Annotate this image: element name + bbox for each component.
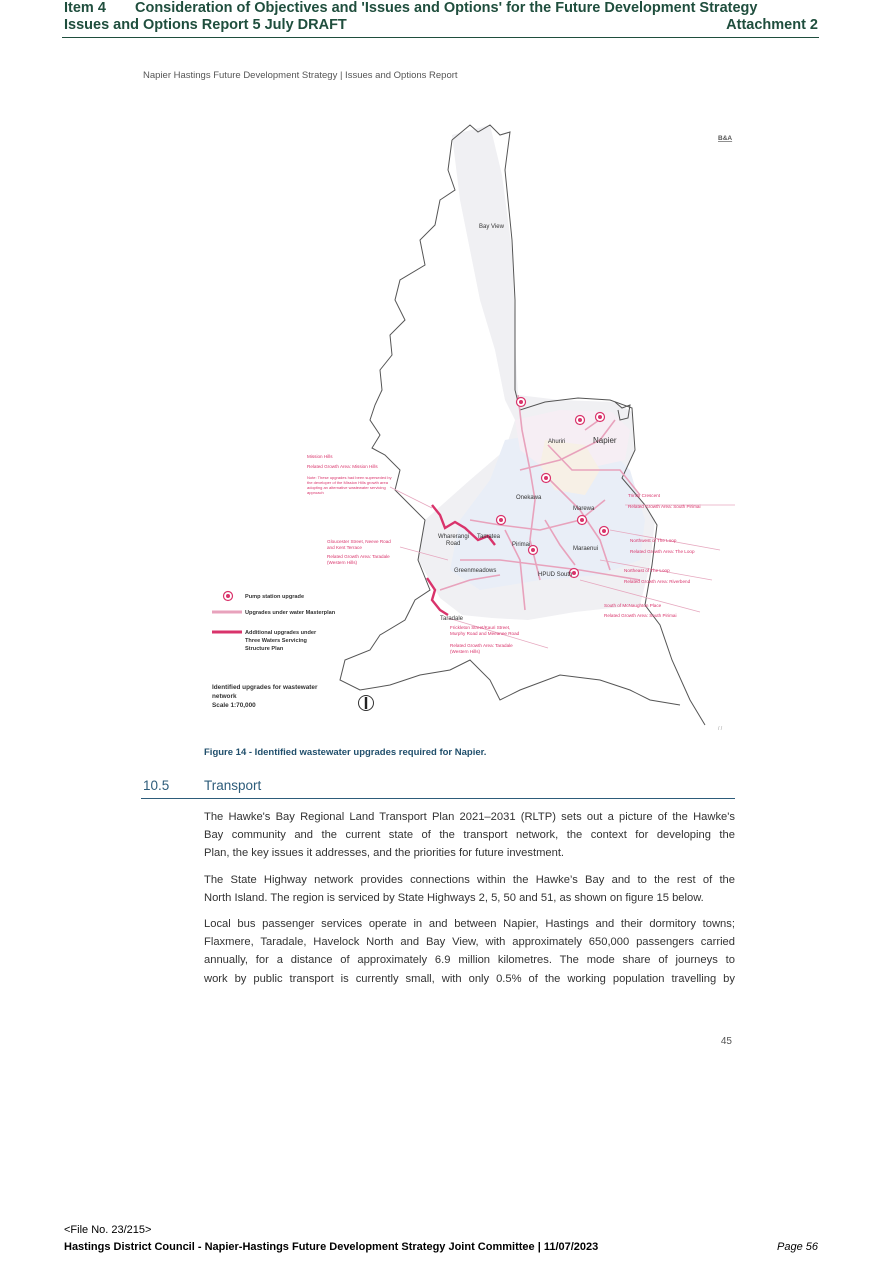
annotation-frickleton: Murphy Road and Meeanee Road	[450, 631, 520, 636]
legend-additional: Structure Plan	[245, 646, 284, 652]
annotation-ne-loop-area: Related Growth Area: Riverbend	[624, 579, 691, 584]
legend-pump-station: Pump station upgrade	[245, 594, 305, 600]
place-label-ahuriri: Ahuriri	[548, 439, 566, 445]
legend-additional: Additional upgrades under	[245, 630, 317, 636]
place-label-maraenui: Maraenui	[573, 546, 599, 552]
annotation-frickleton-area: Related Growth Area: Taradale	[450, 643, 513, 648]
pump-station-marker	[596, 413, 605, 422]
report-page-number: 45	[720, 1036, 732, 1047]
annotation-mcnaughton-area: Related Growth Area: South Pirimai	[604, 613, 677, 618]
annotation-mission-hills-area: Related Growth Area: Mission Hills	[307, 464, 378, 469]
annotation-trinity: Trinity Crescent	[628, 493, 660, 498]
place-label-greenmeadows: Greenmeadows	[454, 568, 497, 574]
place-label-taradale: Taradale	[440, 616, 464, 622]
annotation-mission-note: Note: These upgrades had been superseded by	[307, 475, 392, 480]
running-head: Napier Hastings Future Development Strategy | Issues and Options Report	[143, 70, 458, 81]
annotation-mission-note: adopting an alternative wastewater servicing	[307, 485, 386, 490]
annotation-ne-loop: Northeast of The Loop	[624, 568, 670, 573]
annotation-mission-note: approach	[307, 490, 324, 495]
paragraph-rltp: The Hawke's Bay Regional Land Transport Plan 2021–2031 (RLTP) sets out a picture of the Hawke's Bay community and the current state of the transport network, the context for developing the Plan, the key issues it addresses, and the priorities for future investment.	[204, 811, 735, 860]
annotation-gloucester: and Kent Terrace	[327, 545, 362, 550]
pump-station-marker	[497, 516, 506, 525]
pump-station-marker	[600, 527, 609, 536]
map-corner-mark: / /	[718, 726, 723, 732]
place-label-wharerangi: Wharerangi	[438, 534, 470, 540]
paragraph-bus-services: Local bus passenger services operate in and between Napier, Hastings and their dormitory towns; Flaxmere, Taradale, Havelock North and Bay View, with approximately 650,000 passengers carried annually, for a distance of approximately 6.9 million kilometres. The mode share of journeys to work by public transport is currently small, with only 0.5% of the working population travelling by	[204, 918, 735, 985]
pump-station-marker	[578, 516, 587, 525]
pump-station-legend-icon	[224, 592, 233, 601]
pump-station-marker	[576, 416, 585, 425]
pump-station-marker	[542, 474, 551, 483]
place-label-marewa: Marewa	[573, 506, 595, 512]
section-number: 10.5	[143, 778, 170, 793]
place-label-pirimai: Pirimai	[512, 542, 531, 548]
annotation-frickleton: Frickleton Street/Kauri Street,	[450, 625, 511, 630]
section-title: Transport	[204, 778, 262, 793]
figure-caption: Figure 14 - Identified wastewater upgrades required for Napier.	[204, 747, 487, 758]
annotation-nw-loop: Northwest of The Loop	[630, 538, 677, 543]
attachment-label: Attachment 2	[726, 17, 818, 33]
map-scale: Scale 1:70,000	[212, 702, 256, 709]
map-title: Identified upgrades for wastewater	[212, 684, 318, 691]
place-label-onekawa: Onekawa	[516, 495, 542, 501]
map-title: network	[212, 693, 237, 700]
pump-station-marker	[517, 398, 526, 407]
report-subtitle: Issues and Options Report 5 July DRAFT	[64, 17, 347, 33]
annotation-gloucester-area: Related Growth Area: Taradale	[327, 554, 390, 559]
annotation-gloucester-area: (Western Hills)	[327, 560, 358, 565]
place-label-wharerangi-road: Road	[446, 541, 461, 547]
legend-additional: Three Waters Servicing	[245, 638, 307, 644]
paragraph-state-highway: The State Highway network provides connections within the Hawke’s Bay and to the rest of the North Island. The region is serviced by State Highways 2, 5, 50 and 51, as shown on figure 15 below.	[204, 874, 735, 905]
north-arrow-icon	[359, 696, 374, 711]
annotation-frickleton-area: (Western Hills)	[450, 649, 481, 654]
committee-footer: Hastings District Council - Napier-Hastings Future Development Strategy Joint Committee | 11/07/2023	[64, 1241, 599, 1253]
annotation-nw-loop-area: Related Growth Area: The Loop	[630, 549, 695, 554]
annotation-mission-hills: Mission Hills	[307, 454, 333, 459]
file-number: <File No. 23/215>	[64, 1224, 152, 1236]
place-label-hpud-south: HPUD South	[538, 572, 573, 578]
annotation-trinity-area: Related Growth Area: South Pirimai	[628, 504, 701, 509]
annotation-mission-note: the developer of the Mission Hills growth area	[307, 480, 388, 485]
annotation-gloucester: Gloucester Street, Neeve Road	[327, 539, 391, 544]
section-rule	[141, 798, 735, 799]
agenda-item-number: Item 4	[64, 0, 106, 16]
agenda-page-number: Page 56	[777, 1241, 818, 1253]
place-label-tamatea: Tamatea	[477, 534, 501, 540]
ba-logo: B&A	[718, 135, 733, 142]
agenda-item-title: Consideration of Objectives and 'Issues and Options' for the Future Development Strategy	[135, 0, 758, 16]
legend-masterplan: Upgrades under water Masterplan	[245, 610, 336, 616]
map-legend	[212, 592, 336, 653]
place-label-napier: Napier	[593, 436, 617, 445]
annotation-mcnaughton: South of McNaughton Place	[604, 603, 662, 608]
place-label-bay-view: Bay View	[479, 224, 504, 230]
